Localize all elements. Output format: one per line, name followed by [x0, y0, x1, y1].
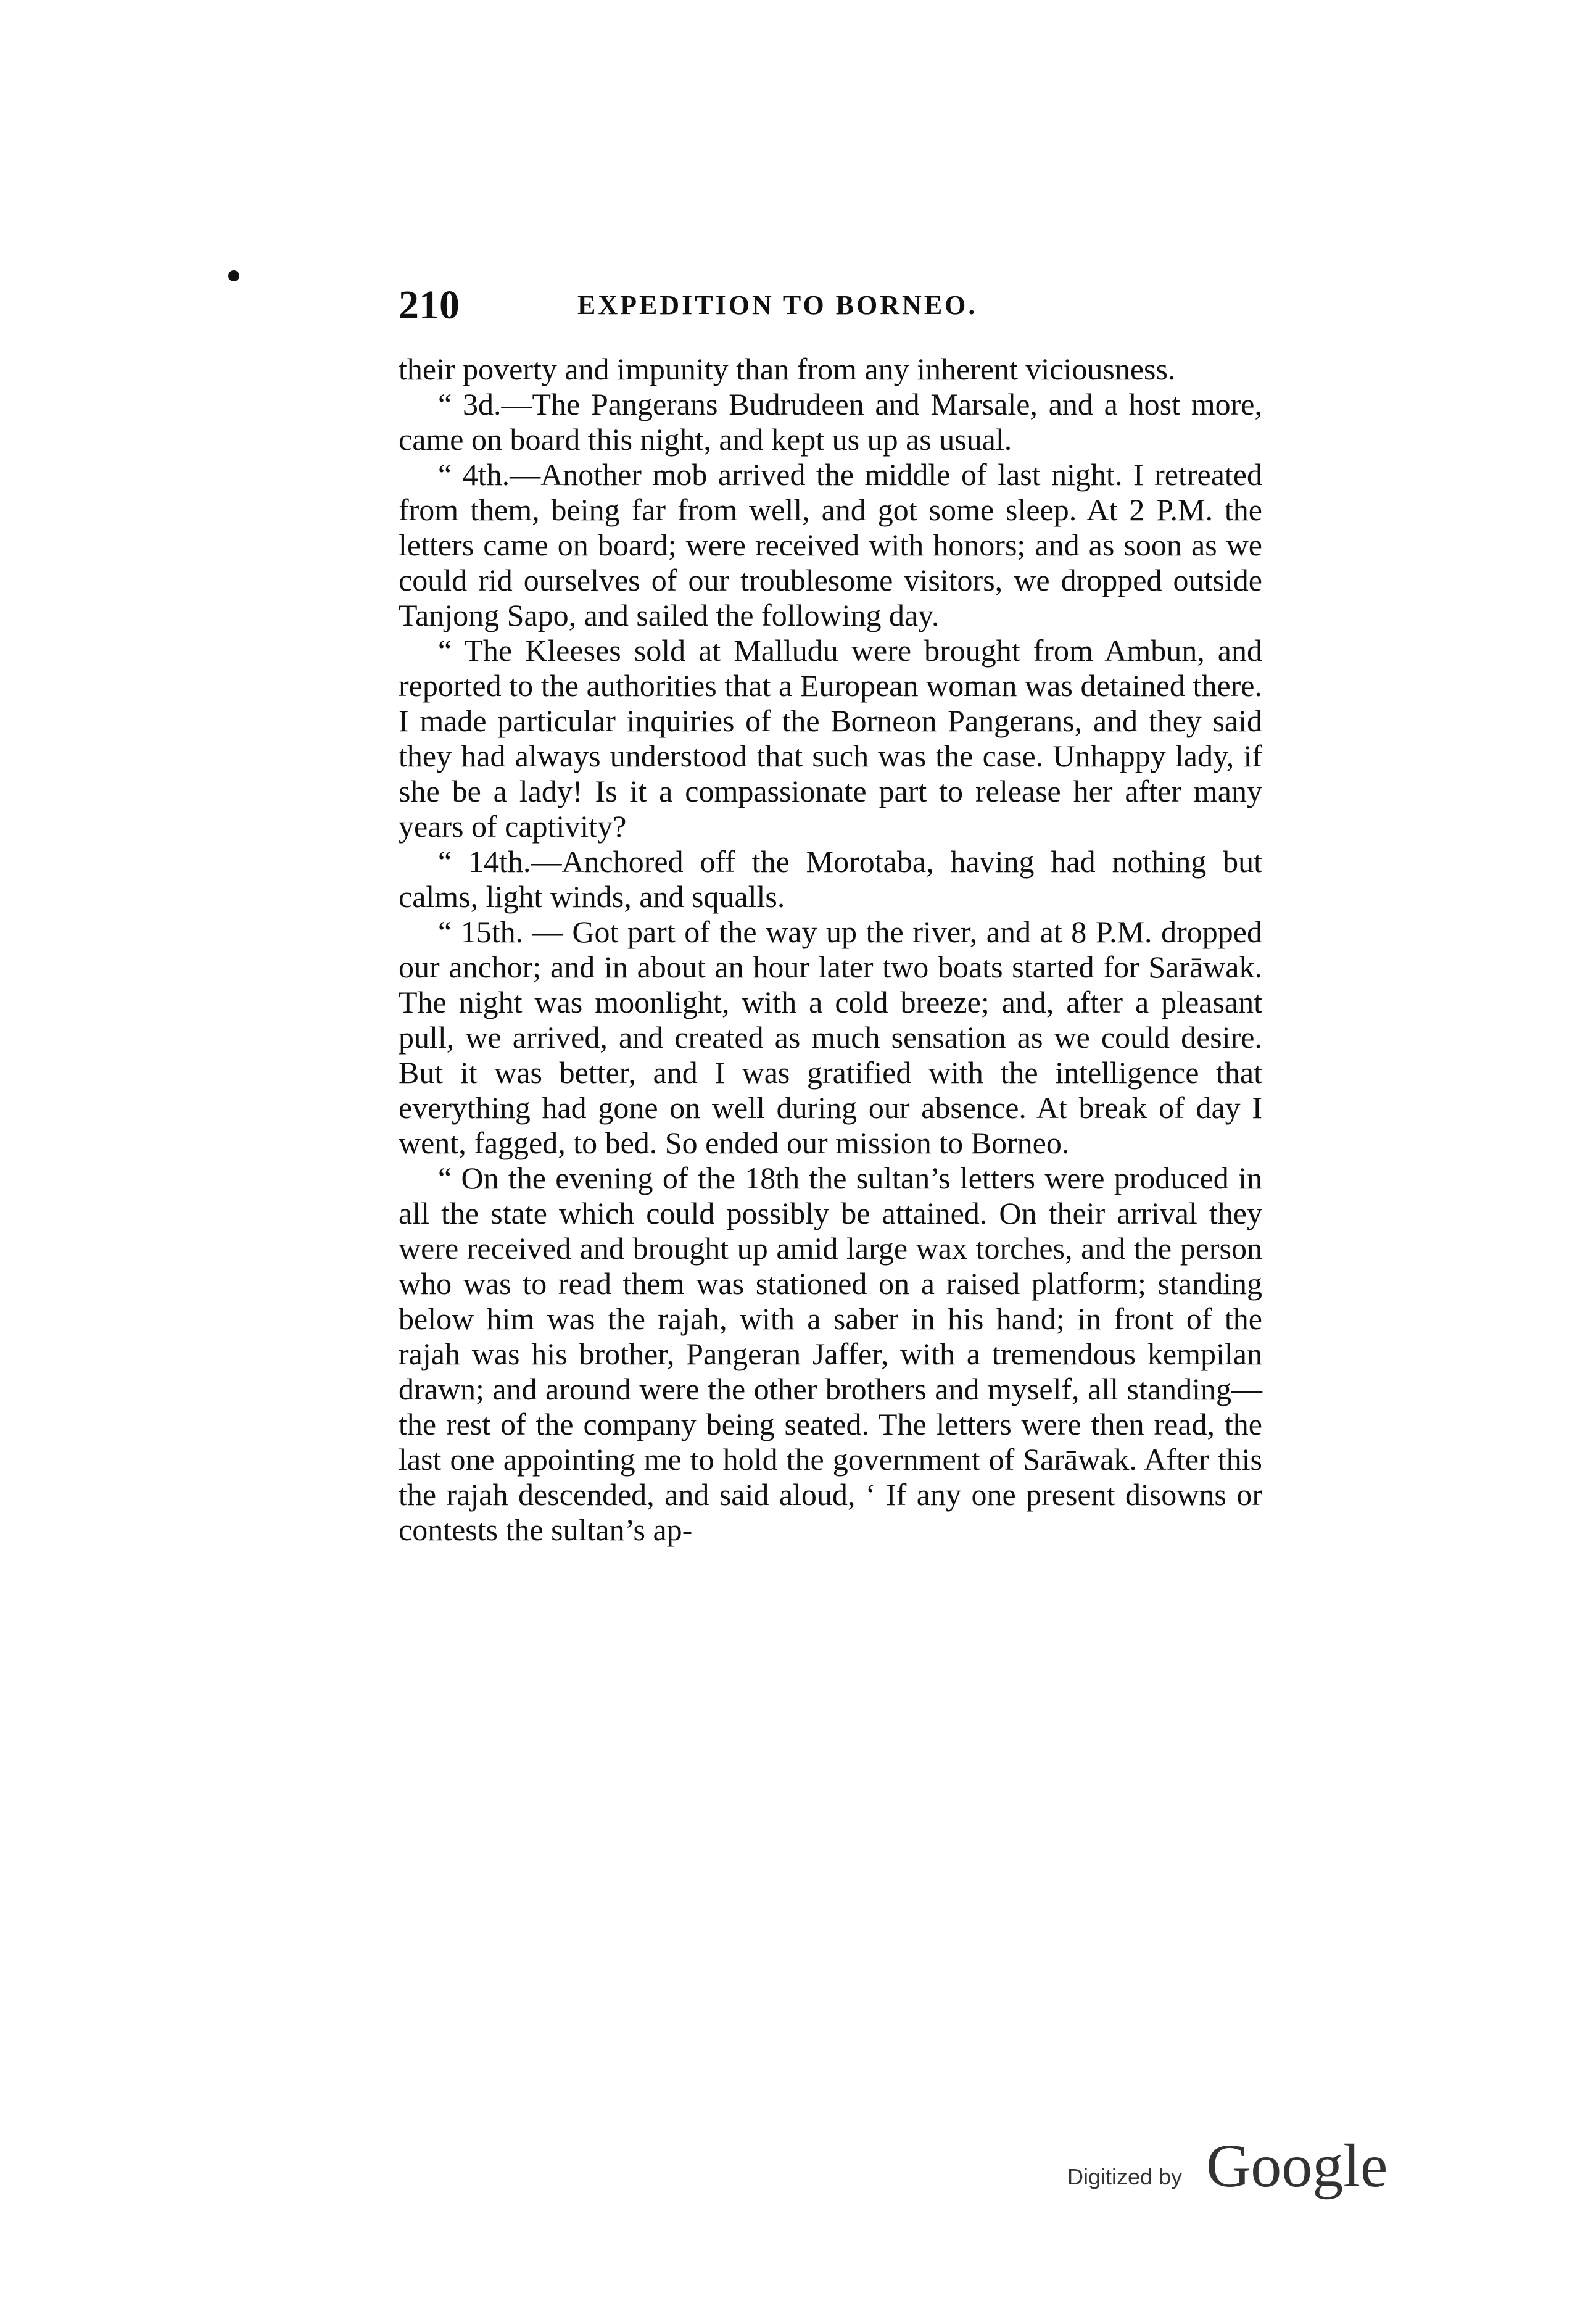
paragraph-14th: “ 14th.—Anchored off the Morotaba, having had nothing but calms, light winds, and squalls. [399, 844, 1262, 914]
page-body [399, 352, 1262, 1548]
paragraph-15th: “ 15th. — Got part of the way up the river, and at 8 P.M. dropped our anchor; and in about an hour later two boats started for Sarāwak. The night was moonlight, with a cold breeze; and, after a pleasant pull, we arrived, and created as much sensation as we could desire. But it was better, and I was gratified with the intelligence that everything had gone on well during our absence. At break of day I went, fagged, to bed. So ended our mission to Borneo. [399, 914, 1262, 1160]
google-logo: Google [1206, 2131, 1388, 2200]
paragraph-kleeses: “ The Kleeses sold at Malludu were brought from Ambun, and reported to the authorities that a European woman was detained there. I made particular inquiries of the Borneon Pangerans, and they said they had always understood that such was the case. Unhappy lady, if she be a lady! Is it a compassionate part to release her after many years of captivity? [399, 633, 1262, 844]
paragraph-continuation: their poverty and impunity than from any inherent viciousness. [399, 352, 1176, 386]
paragraph-4th: “ 4th.—Another mob arrived the middle of last night. I retreated from them, being far from well, and got some sleep. At 2 P.M. the letters came on board; were received with honors; and as soon as we could rid ourselves of our troublesome visitors, we dropped outside Tanjong Sapo, and sailed the following day. [399, 457, 1262, 632]
running-title: EXPEDITION TO BORNEO. [577, 290, 978, 320]
stray-dot-mark [228, 270, 239, 281]
paragraph-3d: “ 3d.—The Pangerans Budrudeen and Marsale, and a host more, came on board this night, and kept us up as usual. [399, 387, 1262, 457]
watermark-digitized-label: Digitized by [1067, 2164, 1183, 2189]
paragraph-18th-evening: “ On the evening of the 18th the sultan’s letters were produced in all the state which could possibly be attained. On their arrival they were received and brought up amid large wax torches, and the person who was to read them was stationed on a raised platform; standing below him was the rajah, with a saber in his hand; in front of the rajah was his brother, Pangeran Jaffer, with a tremendous kempilan drawn; and around were the other brothers and myself, all standing—the rest of the company being seated. The letters were then read, the last one appointing me to hold the government of Sarāwak. After this the rajah descended, and said aloud, ‘ If any one present disowns or contests the sultan’s ap- [399, 1161, 1262, 1547]
page-number: 210 [399, 283, 460, 328]
page-header [399, 281, 1262, 330]
google-watermark [1067, 2132, 1413, 2200]
